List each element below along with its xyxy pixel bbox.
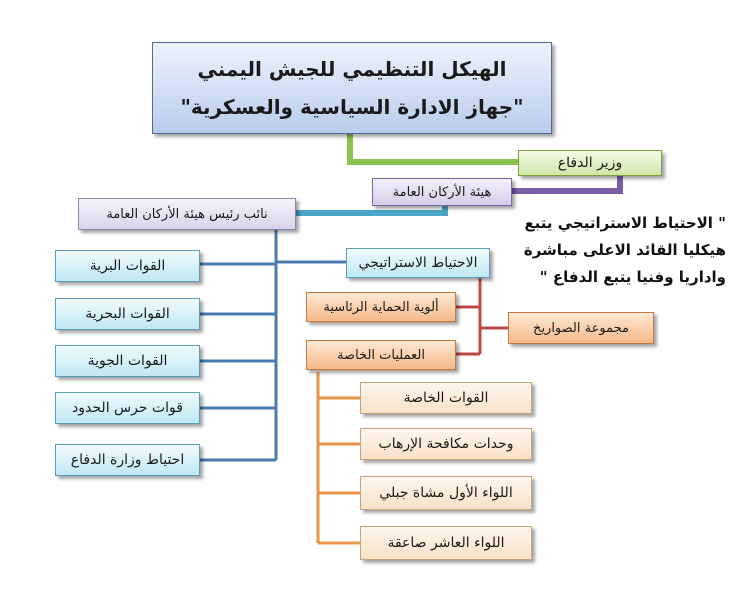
node-left-1: القوات البحرية [55,298,200,330]
node-strategic-reserve: الاحتياط الاستراتيجي [346,248,490,278]
node-specialops-unit-3: اللواء العاشر صاعقة [360,526,532,560]
node-presidential-guard: ألوية الحماية الرئاسية [306,292,456,322]
connector-reserve-branches [456,278,508,354]
node-left-2: القوات الجوية [55,345,200,377]
note-line-1: هيكليا القائد الاعلى مباشرة [523,241,726,259]
node-defense-minister: وزير الدفاع [518,150,662,176]
node-left-3: قوات حرس الحدود [55,392,200,424]
node-special-operations: العمليات الخاصة [306,340,456,370]
connector-title-minister [350,132,518,162]
node-specialops-unit-0: القوات الخاصة [360,382,532,414]
node-specialops-unit-2: اللواء الأول مشاة جبلي [360,476,532,510]
node-deputy-chief: نائب رئيس هيئة الأركان العامة [78,198,296,230]
node-missiles-group: مجموعة الصواريخ [508,312,654,344]
node-general-staff: هيئة الأركان العامة [372,178,512,206]
connector-minister-staff [512,174,620,191]
node-left-0: القوات البرية [55,250,200,282]
connector-specialops-units [318,372,360,543]
note-line-2: واداريا وفنيا يتبع الدفاع " [539,268,726,286]
note-line-0: " الاحتياط الاستراتيجي يتبع [524,214,726,232]
chart-title-line1: الهيكل التنظيمي للجيش اليمني [197,57,507,81]
node-specialops-unit-1: وحدات مكافحة الإرهاب [360,428,532,460]
chart-title-line2: "جهاز الادارة السياسية والعسكرية" [180,95,524,119]
node-left-4: احتياط وزارة الدفاع [55,444,200,476]
connector-staff-deputy [296,205,445,213]
strategic-reserve-note [524,210,726,291]
chart-title-box [152,42,552,134]
